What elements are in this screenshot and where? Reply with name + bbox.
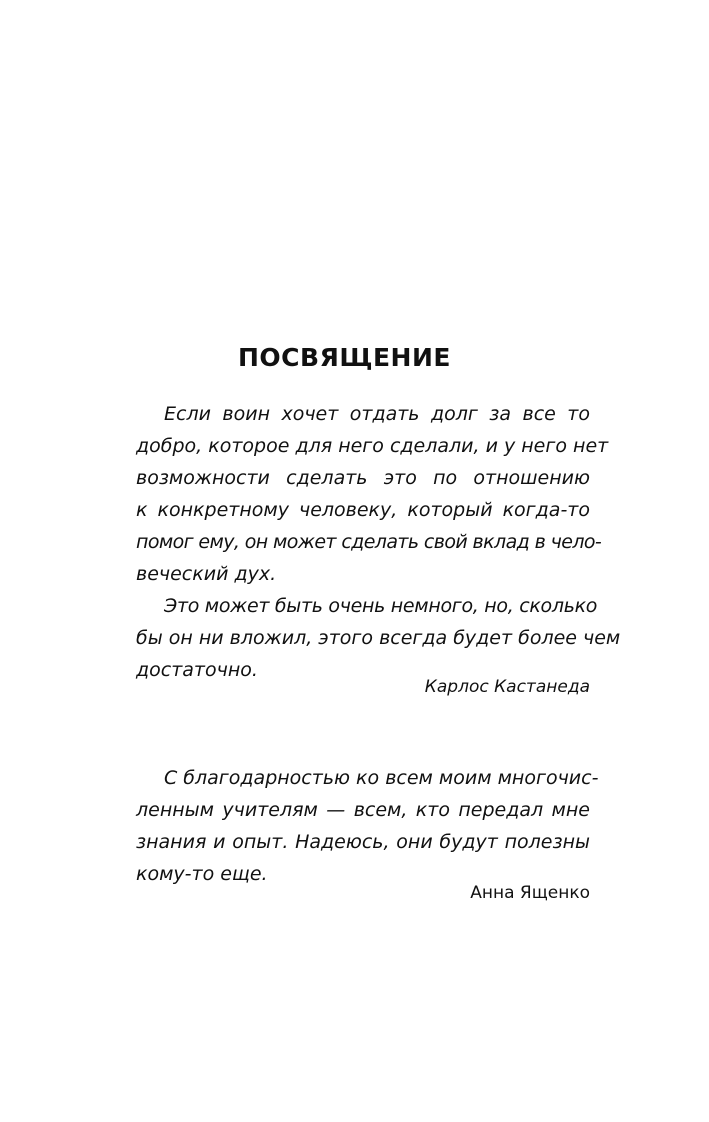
text-line: достаточно. bbox=[136, 659, 258, 681]
author-signature-yashchenko: Анна Ященко bbox=[470, 883, 590, 903]
dedication-quote-author bbox=[136, 762, 599, 890]
text-line: Если воин хочет отдать долг за все то bbox=[164, 403, 590, 425]
text-line: к конкретному человеку, который когда-то bbox=[136, 499, 590, 521]
text-line: С благодарностью ко всем моим многочис- bbox=[164, 767, 599, 789]
text-line: ленным учителям — всем, кто передал мне bbox=[136, 799, 590, 821]
text-line: знания и опыт. Надеюсь, они будут полезны bbox=[136, 831, 590, 853]
text-line: кому-то еще. bbox=[136, 863, 268, 885]
text-line: веческий дух. bbox=[136, 563, 277, 585]
text-line: бы он ни вложил, этого всегда будет более чем bbox=[136, 627, 621, 649]
page-title: ПОСВЯЩЕНИЕ bbox=[238, 343, 451, 372]
text-line: возможности сделать это по отношению bbox=[136, 467, 590, 489]
author-signature-castaneda: Карлос Кастанеда bbox=[424, 677, 590, 697]
dedication-quote-castaneda bbox=[136, 398, 621, 686]
text-line: помог ему, он может сделать свой вклад в чело- bbox=[136, 531, 602, 553]
text-line: Это может быть очень немного, но, сколько bbox=[164, 595, 598, 617]
text-line: добро, которое для него сделали, и у него нет bbox=[136, 435, 609, 457]
